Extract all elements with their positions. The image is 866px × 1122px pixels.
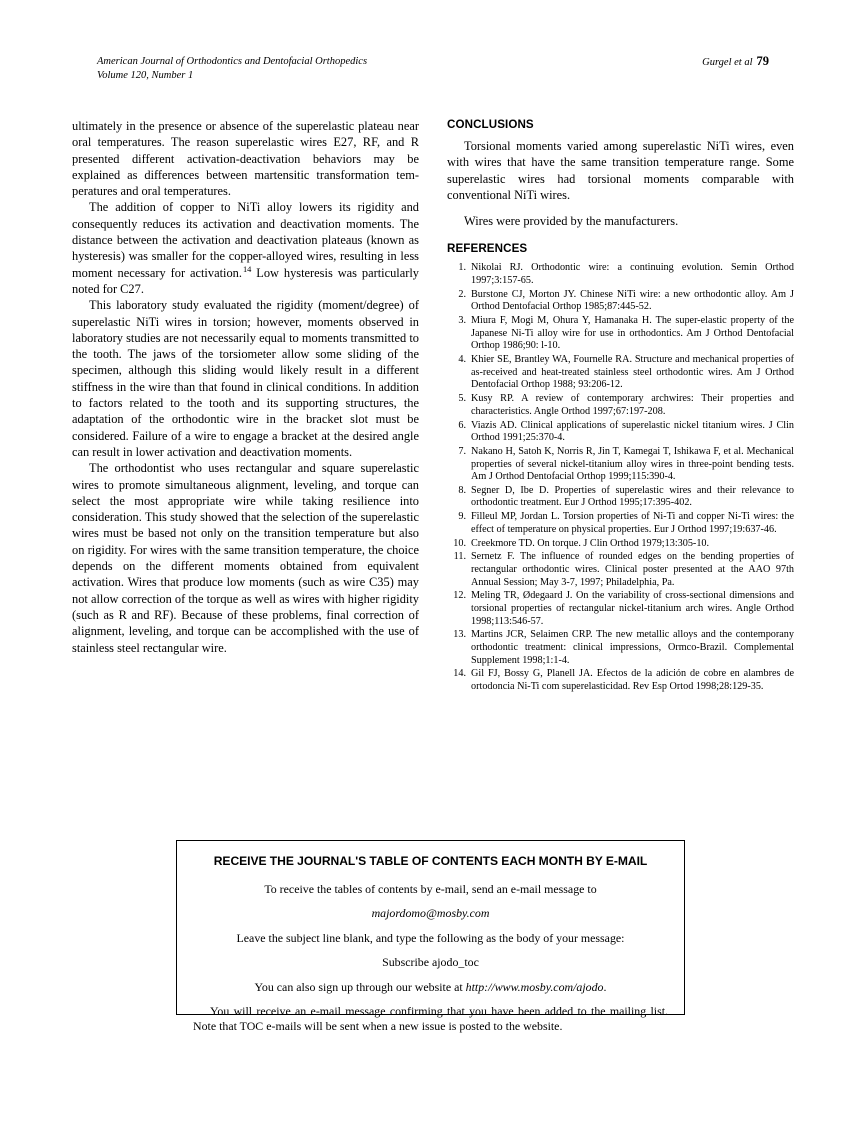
volume-issue: Volume 120, Number 1 — [97, 69, 194, 81]
reference-item: Kusy RP. A review of contemporary archwires: Their properties and characteristics. Angle Orthod 1997;67:197-208. — [471, 393, 794, 417]
running-head-left — [97, 55, 367, 82]
notice-website-url: http://www.mosby.com/ajodo — [465, 979, 604, 994]
running-head-right — [702, 55, 769, 70]
reference-item: Gil FJ, Bossy G, Planell JA. Efectos de la adición de cobre en alambres de ortodoncia Ni-Ti com superelasticidad. Rev Esp Ortod 1998;28:129-35. — [471, 668, 794, 692]
notice-line-3-suffix: . — [603, 979, 607, 994]
notice-title: RECEIVE THE JOURNAL'S TABLE OF CONTENTS EACH MONTH BY E-MAIL — [213, 854, 648, 868]
right-column — [447, 118, 794, 695]
paragraph-laboratory-study: This laboratory study evaluated the rigidity (moment/degree) of superelastic NiTi wires in torsion; however, moments observed in laboratory studies are not necessarily equal to moments transmitted to the tooth. The jaws of the torsiometer allow some sliding of the specimen, although this sliding would likely result in a different stiffness in the wire than that found in clinical conditions. In addition to factors related to the tooth and its supporting structures, the adaptation of the orthodontic wire in the bracket slot must be considered. Failure of a wire to engage a bracket at the desired angle can result in lower activation and deactivation moments. — [72, 298, 419, 459]
notice-line-1: To receive the tables of contents by e-mail, send an e-mail message to — [264, 882, 597, 896]
conclusions-paragraph-2: Wires were provided by the manufacturers. — [464, 214, 679, 229]
reference-list — [447, 262, 794, 693]
reference-item: Creekmore TD. On torque. J Clin Orthod 1979;13:305-10. — [471, 537, 710, 549]
toc-email-notice-box — [176, 840, 685, 1034]
conclusions-heading: CONCLUSIONS — [447, 118, 534, 131]
reference-item: Martins JCR, Selaimen CRP. The new metallic alloys and the contemporany orthodontic treatment: clinical impressions, Ormco-Brazil. Complemental Supplement 1998;1:1-4. — [471, 629, 794, 666]
left-column — [72, 118, 419, 695]
reference-item: Nakano H, Satoh K, Norris R, Jin T, Kamegai T, Ishikawa F, et al. Mechanical properties of several nickel-titanium alloy wires in three-point bending tests. Am J Orthod Dentofacial Orthop 1999;115:390-4. — [471, 445, 794, 483]
reference-item: Viazis AD. Clinical applications of superelastic nickel titanium wires. J Clin Orthod 1991;25:370-4. — [471, 419, 794, 444]
reference-item: Nikolai RJ. Orthodontic wire: a continuing evolution. Semin Orthod 1997;3:157-65. — [471, 262, 794, 287]
notice-line-3-prefix: You can also sign up through our website at — [254, 979, 466, 994]
notice-email-address: majordomo@mosby.com — [371, 906, 490, 921]
paragraph-copper-alloy-text: The addition of copper to NiTi alloy lowers its rigidity and consequently reduces its activation and deactivation moments. The distance between the activation and deactivation plateaus (known as hysteresis) was smaller for the copper-alloyed wires, resulting in less moment necessary for activation. — [72, 200, 419, 280]
running-head — [97, 55, 769, 82]
conclusions-paragraph-1: Torsional moments varied among superelastic NiTi wires, even with wires that have the same transition temperature range. Some superelastic wires had torsional moments comparable with conventional NiTi wires. — [447, 139, 794, 202]
paragraph-copper-alloy — [72, 199, 419, 297]
notice-line-2: Leave the subject line blank, and type the following as the body of your message: — [236, 930, 625, 945]
page-number: 79 — [756, 54, 769, 68]
reference-item: Filleul MP, Jordan L. Torsion properties of Ni-Ti and copper Ni-Ti wires: the effect of temperature on physical properties. Eur J Orthod 1997;19:637-46. — [471, 511, 794, 535]
reference-item: Khier SE, Brantley WA, Fournelle RA. Structure and mechanical properties of as-received and heat-treated stainless steel orthodontic wires. Am J Orthod Dentofacial Orthop 1988; 93:206-12. — [471, 354, 794, 391]
references-heading: REFERENCES — [447, 242, 528, 256]
notice-line-4: You will receive an e-mail message confirming that you have been added to the mailing list. Note that TOC e-mails will be sent when a new issue is posted to the website. — [193, 1004, 668, 1034]
reference-item: Segner D, Ibe D. Properties of superelastic wires and their relevance to orthodontic treatment. Eur J Orthod 1995;17:395-402. — [471, 484, 794, 509]
paragraph-orthodontist: The orthodontist who uses rectangular and square superelastic wires to promote simultaneous alignment, leveling, and torque can select the most appropriate wire while taking resilience into consideration. This study showed that the selection of the superelastic wires must be based not only on the transition temperature but also on rigidity. For wires with the same transition temperature, the choice depends on the different moments obtained from equivalent activation. Wires that produce low moments (such as wire C35) may not allow correction of the torque as well as wires with higher rigidity (such as R and RF). Because of these problems, final correction of alignment, leveling, and torque can be accomplished with the use of stainless steel rectangular wire. — [72, 461, 419, 655]
reference-item: Miura F, Mogi M, Ohura Y, Hamanaka H. The super-elastic property of the Japanese Ni-Ti alloy wire for use in orthodontics. Am J Orthod Dentofacial Orthop 1986;90: l-10. — [471, 315, 794, 352]
notice-line-3 — [193, 980, 668, 995]
paragraph-continuation: ultimately in the presence or absence of the superelastic plateau near oral temperatures. The reason superelastic wires E27, RF, and R presented different activation-deactivation behaviors may be explained as differences between martensitic transformation temperatures and oral temperatures. — [72, 119, 419, 199]
reference-item: Burstone CJ, Morton JY. Chinese NiTi wire: a new orthodontic alloy. Am J Orthod Dentofacial Orthop 1985;87:445-52. — [471, 288, 794, 313]
body-columns — [72, 118, 794, 695]
notice-subscribe-command: Subscribe ajodo_toc — [382, 955, 479, 970]
author-line: Gurgel et al — [702, 57, 753, 68]
journal-title: American Journal of Orthodontics and Dentofacial Orthopedics — [97, 56, 368, 67]
paragraph-copper-alloy-tail: Low hysteresis was particularly noted for C27. — [72, 265, 419, 296]
reference-superscript-14: 14 — [242, 264, 252, 274]
reference-item: Meling TR, Ødegaard J. On the variability of cross-sectional dimensions and torsional properties of rectangular nickel-titanium arch wires. Angle Orthod 1998;113:546-57. — [471, 590, 794, 627]
reference-item: Sernetz F. The influence of rounded edges on the bending properties of rectangular orthodontic wires. Clinical poster presented at the AAO 97th Annual Session; May 3-7, 1997; Philadelphia, Pa. — [471, 551, 794, 588]
